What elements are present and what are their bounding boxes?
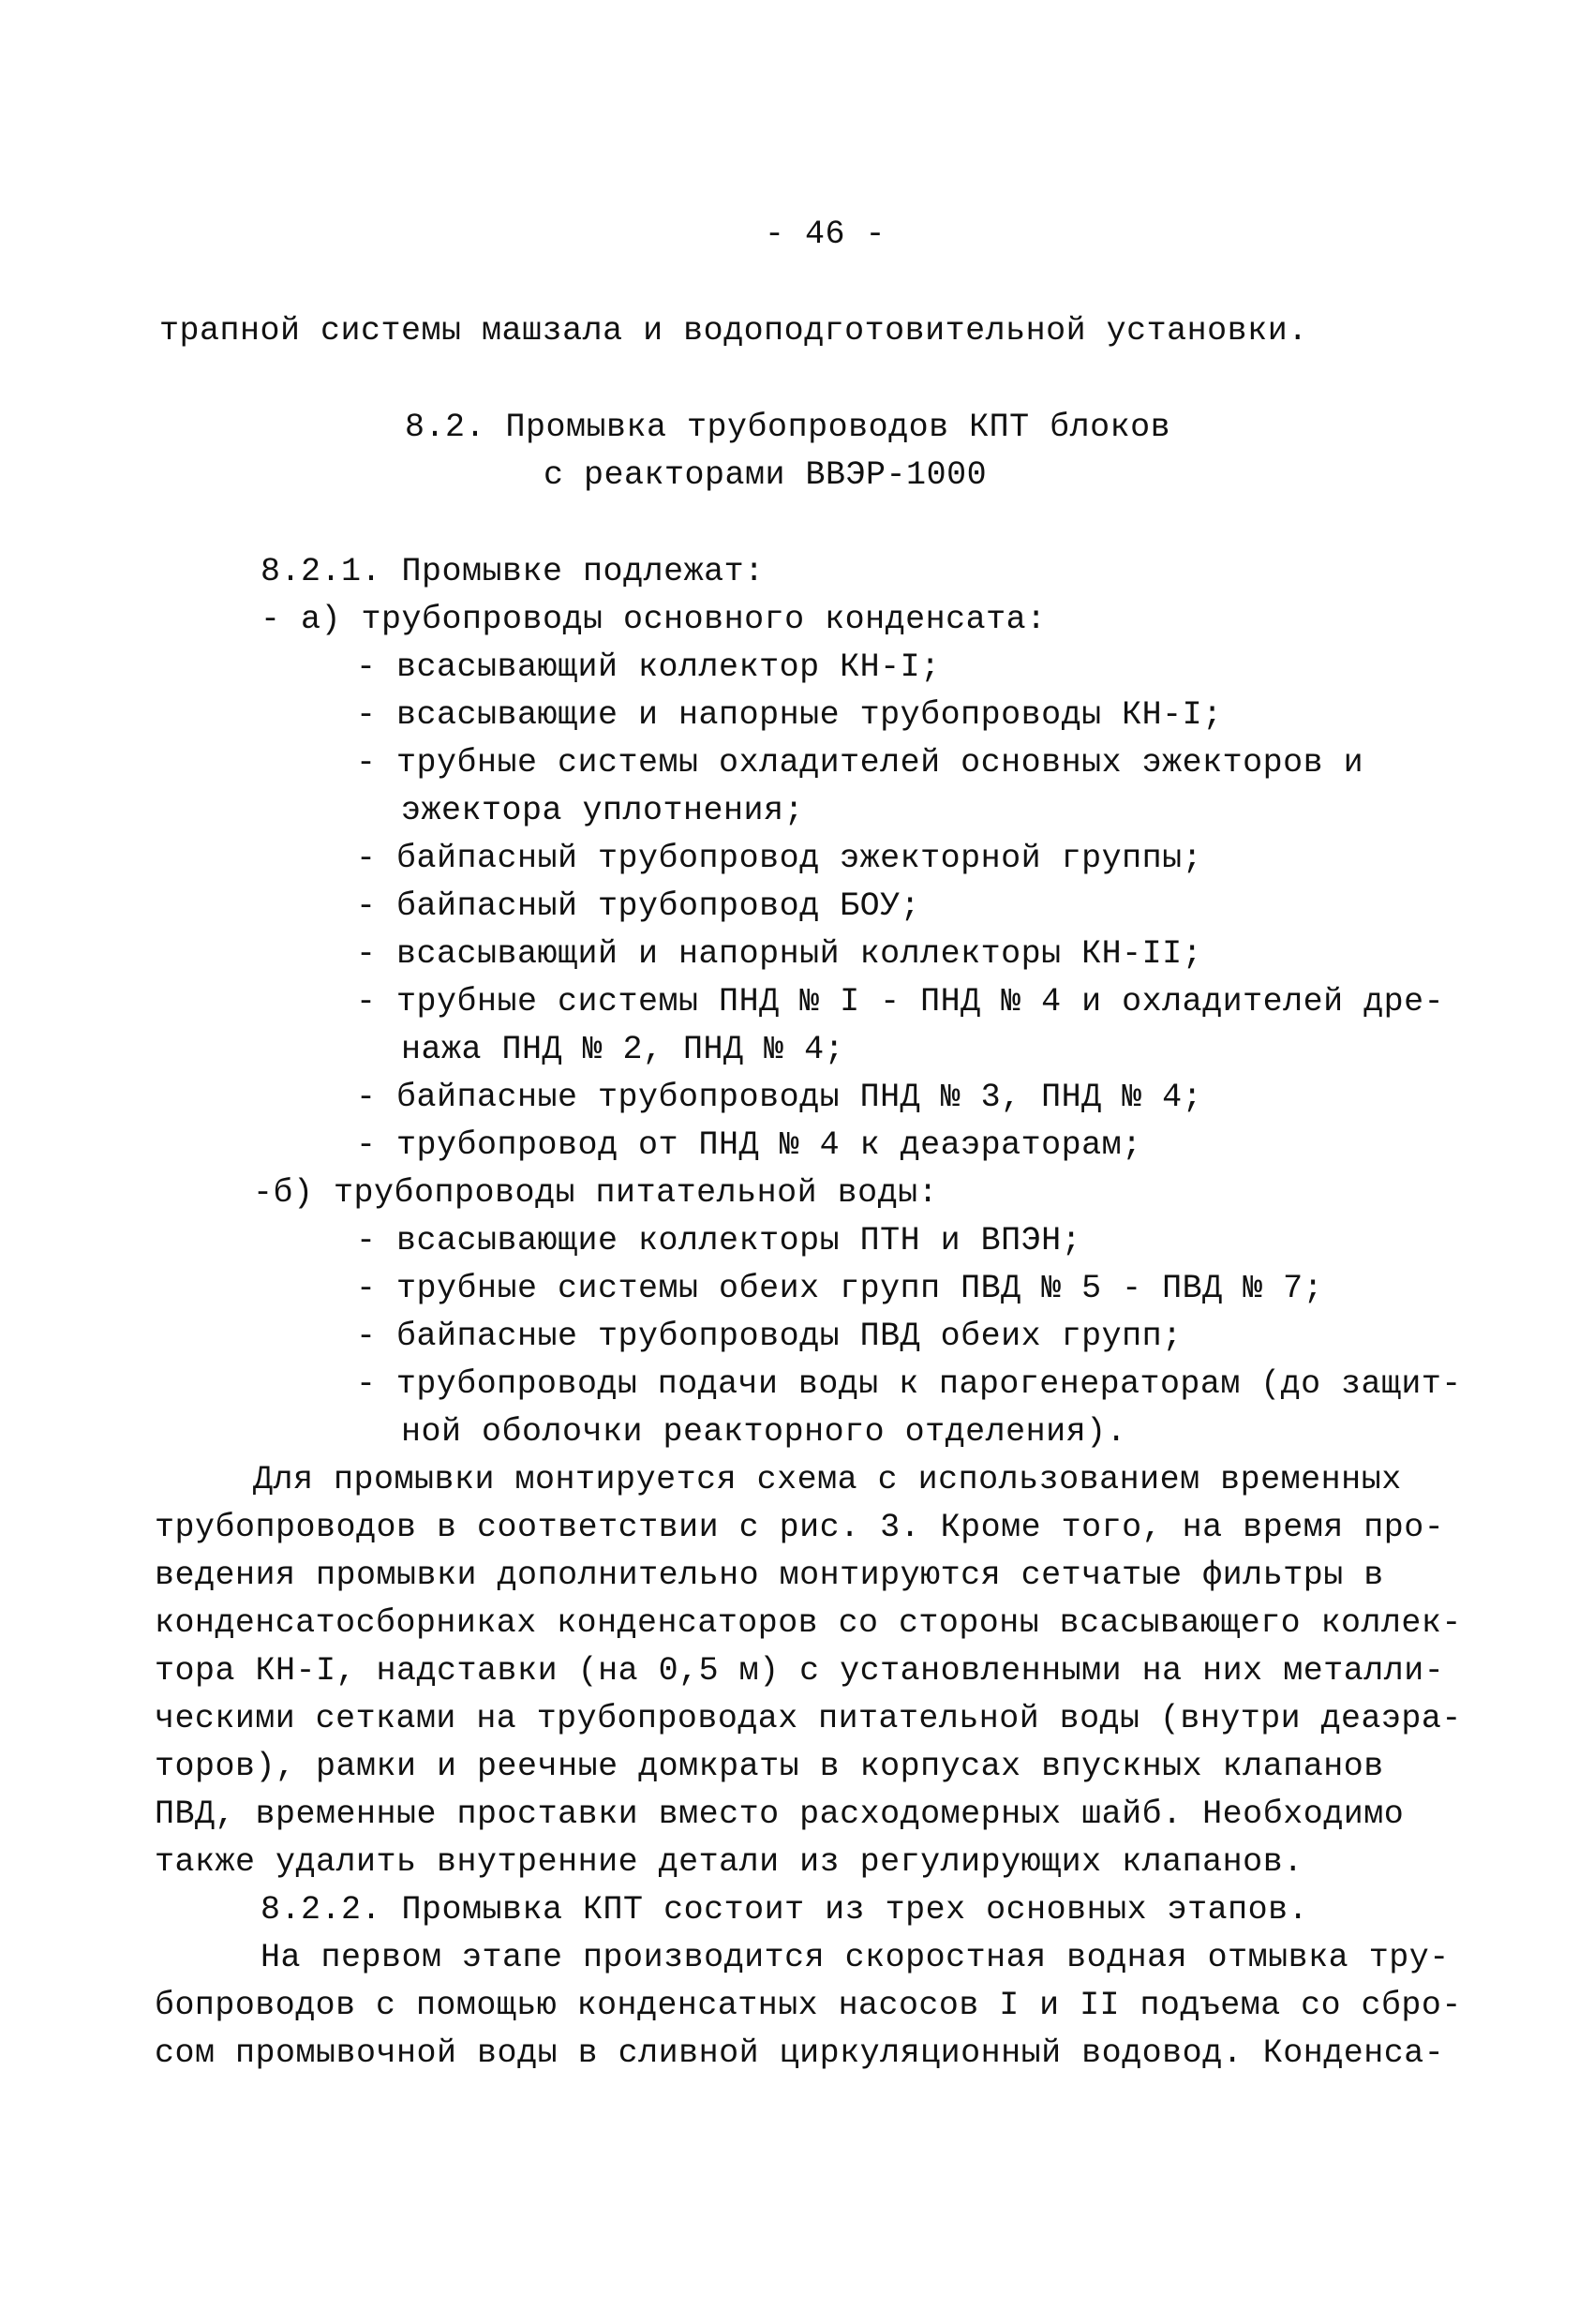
list-item: - трубные системы ПНД № I - ПНД № 4 и охладителей дре- bbox=[356, 983, 1445, 1020]
list-item: - всасывающие коллекторы ПТН и ВПЭН; bbox=[356, 1222, 1082, 1259]
paragraph-line: торов), рамки и реечные домкраты в корпусах впускных клапанов bbox=[155, 1748, 1384, 1785]
paragraph-line: ПВД, временные проставки вместо расходомерных шайб. Необходимо bbox=[155, 1795, 1405, 1833]
paragraph-line: трубопроводов в соответствии с рис. 3. Кроме того, на время про- bbox=[155, 1509, 1445, 1546]
list-item: - байпасный трубопровод БОУ; bbox=[356, 887, 921, 925]
group-a-title: - а) трубопроводы основного конденсата: bbox=[261, 601, 1047, 638]
list-item: - всасывающий и напорный коллекторы КН-II; bbox=[356, 935, 1203, 973]
list-item: - трубопроводы подачи воды к парогенераторам (до защит- bbox=[356, 1365, 1462, 1403]
list-item: - трубные системы обеих групп ПВД № 5 - ПВД № 7; bbox=[356, 1270, 1324, 1307]
paragraph-line: Для промывки монтируется схема с использованием временных bbox=[253, 1461, 1402, 1498]
paragraph-line: сом промывочной воды в сливной циркуляционный водовод. Конденса- bbox=[155, 2034, 1445, 2072]
list-item: - трубопровод от ПНД № 4 к деаэраторам; bbox=[356, 1126, 1142, 1164]
list-item: - всасывающие и напорные трубопроводы КН-I; bbox=[356, 696, 1223, 734]
paragraph-line: конденсатосборниках конденсаторов со стороны всасывающего коллек- bbox=[155, 1604, 1462, 1642]
subsection-8-2-1: 8.2.1. Промывке подлежат: bbox=[261, 553, 765, 590]
page-number: - 46 - bbox=[765, 216, 886, 253]
continuation-line: трапной системы машзала и водоподготовительной установки. bbox=[159, 312, 1308, 350]
list-item-continuation: эжектора уплотнения; bbox=[401, 792, 805, 829]
list-item: - трубные системы охладителей основных эжекторов и bbox=[356, 744, 1364, 782]
group-b-title: -б) трубопроводы питательной воды: bbox=[253, 1174, 939, 1212]
list-item-continuation: ной оболочки реакторного отделения). bbox=[401, 1413, 1127, 1451]
paragraph-line: ведения промывки дополнительно монтируются сетчатые фильтры в bbox=[155, 1557, 1384, 1594]
paragraph-line: ческими сетками на трубопроводах питательной воды (внутри деаэра- bbox=[155, 1700, 1462, 1737]
section-heading-line1: 8.2. Промывка трубопроводов КПТ блоков bbox=[405, 409, 1171, 446]
subsection-8-2-2: 8.2.2. Промывка КПТ состоит из трех основных этапов. bbox=[261, 1891, 1309, 1929]
paragraph-line: На первом этапе производится скоростная водная отмывка тру- bbox=[261, 1939, 1450, 1976]
list-item: - байпасный трубопровод эжекторной группы; bbox=[356, 840, 1203, 877]
list-item: - байпасные трубопроводы ПВД обеих групп; bbox=[356, 1318, 1183, 1355]
paragraph-line: бопроводов с помощью конденсатных насосов I и II подъема со сбро- bbox=[155, 1987, 1462, 2024]
paragraph-line: также удалить внутренние детали из регулирующих клапанов. bbox=[155, 1843, 1304, 1881]
paragraph-line: тора КН-I, надставки (на 0,5 м) с установленными на них металли- bbox=[155, 1652, 1445, 1690]
section-heading-line2: с реакторами ВВЭР-1000 bbox=[544, 456, 988, 494]
list-item: - всасывающий коллектор КН-I; bbox=[356, 648, 941, 686]
list-item: - байпасные трубопроводы ПНД № 3, ПНД № 4; bbox=[356, 1079, 1203, 1116]
list-item-continuation: нажа ПНД № 2, ПНД № 4; bbox=[401, 1031, 845, 1068]
